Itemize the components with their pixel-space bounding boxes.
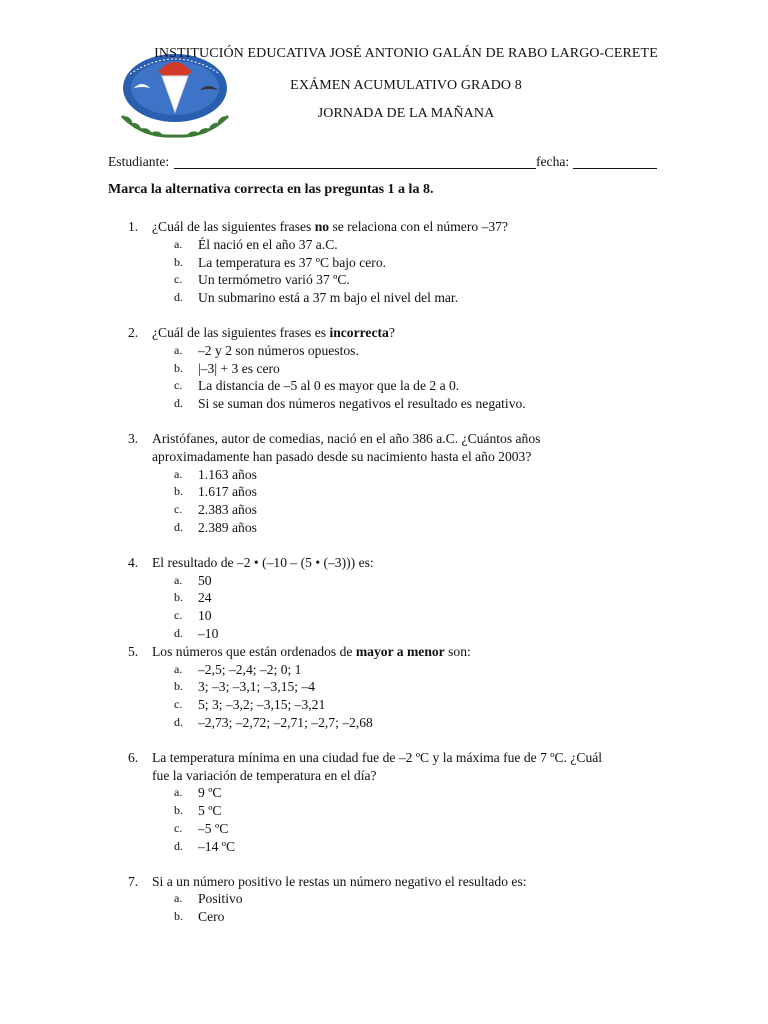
option-a[interactable]: a. 1.163 años bbox=[174, 466, 257, 482]
option-d[interactable]: d. –2,73; –2,72; –2,71; –2,7; –2,68 bbox=[174, 714, 373, 730]
option-d[interactable]: d. 2.389 años bbox=[174, 519, 257, 535]
question-number: 4. bbox=[128, 554, 139, 570]
option-d[interactable]: d. Si se suman dos números negativos el resultado es negativo. bbox=[174, 396, 526, 412]
question-7 bbox=[108, 873, 668, 926]
option-c[interactable]: c. 5; 3; –3,2; –3,15; –3,21 bbox=[174, 697, 326, 713]
question-text: Si a un número positivo le restas un número negativo el resultado es: bbox=[152, 873, 527, 889]
question-number: 7. bbox=[128, 873, 139, 889]
question-4 bbox=[108, 554, 668, 643]
student-label: Estudiante: bbox=[108, 154, 170, 169]
option-b[interactable]: b. 24 bbox=[174, 590, 212, 606]
question-5 bbox=[108, 643, 668, 732]
option-d[interactable]: d. Un submarino está a 37 m bajo el nivel del mar. bbox=[174, 290, 459, 306]
option-a[interactable]: a. –2,5; –2,4; –2; 0; 1 bbox=[174, 661, 302, 677]
option-c[interactable]: c. 10 bbox=[174, 608, 212, 624]
question-list bbox=[108, 218, 668, 926]
student-info-line bbox=[108, 154, 660, 172]
question-1 bbox=[108, 218, 668, 307]
student-name-field[interactable] bbox=[174, 154, 536, 169]
option-b[interactable]: b. La temperatura es 37 ºC bajo cero. bbox=[174, 254, 387, 270]
option-b[interactable]: b. 5 ºC bbox=[174, 803, 222, 819]
question-text: ¿Cuál de las siguientes frases es incorrecta? bbox=[152, 324, 395, 340]
instructions: Marca la alternativa correcta en las preguntas 1 a la 8. bbox=[108, 182, 434, 197]
option-c[interactable]: c. –5 ºC bbox=[174, 820, 229, 836]
question-number: 2. bbox=[128, 324, 139, 340]
option-a[interactable]: a. Él nació en el año 37 a.C. bbox=[174, 236, 338, 252]
question-number: 6. bbox=[128, 749, 139, 765]
question-6 bbox=[108, 749, 668, 856]
option-c[interactable]: c. La distancia de –5 al 0 es mayor que la de 2 a 0. bbox=[174, 378, 460, 394]
date-label: fecha: bbox=[536, 154, 570, 169]
option-c[interactable]: c. Un termómetro varió 37 ºC. bbox=[174, 272, 350, 288]
option-a[interactable]: a. 9 ºC bbox=[174, 785, 222, 801]
question-3 bbox=[108, 430, 668, 537]
shift-label: JORNADA DE LA MAÑANA bbox=[317, 106, 495, 121]
option-b[interactable]: b. 1.617 años bbox=[174, 484, 257, 500]
option-a[interactable]: a. –2 y 2 son números opuestos. bbox=[174, 342, 359, 358]
question-number: 1. bbox=[128, 219, 139, 234]
option-d[interactable]: d. –14 ºC bbox=[174, 838, 236, 854]
question-text: Aristófanes, autor de comedias, nació en el año 386 a.C. ¿Cuántos años aproximadamente han pasado desde su nacimiento hasta el año 2003? bbox=[152, 430, 541, 464]
question-text: La temperatura mínima en una ciudad fue de –2 ºC y la máxima fue de 7 ºC. ¿Cuál fue la variación de temperatura en el día? bbox=[152, 749, 603, 783]
option-d[interactable]: d. –10 bbox=[174, 625, 219, 641]
option-b[interactable]: b. Cero bbox=[174, 909, 225, 925]
exam-title: EXÁMEN ACUMULATIVO GRADO 8 bbox=[290, 78, 522, 93]
school-name: INSTITUCIÓN EDUCATIVA JOSÉ ANTONIO GALÁN DE RABO LARGO-CERETE bbox=[154, 46, 658, 61]
question-text: ¿Cuál de las siguientes frases no se relaciona con el número –37? bbox=[152, 219, 508, 234]
question-number: 3. bbox=[128, 430, 139, 446]
option-b[interactable]: b. 3; –3; –3,1; –3,15; –4 bbox=[174, 679, 316, 695]
question-text: El resultado de –2 • (–10 – (5 • (–3))) es: bbox=[152, 554, 374, 570]
option-c[interactable]: c. 2.383 años bbox=[174, 502, 257, 518]
option-b[interactable]: b. |–3| + 3 es cero bbox=[174, 360, 280, 376]
question-2 bbox=[108, 324, 668, 413]
question-number: 5. bbox=[128, 643, 139, 659]
option-a[interactable]: a. 50 bbox=[174, 572, 212, 588]
date-field[interactable] bbox=[573, 154, 657, 169]
option-a[interactable]: a. Positivo bbox=[174, 891, 243, 907]
question-text: Los números que están ordenados de mayor a menor son: bbox=[152, 643, 471, 659]
